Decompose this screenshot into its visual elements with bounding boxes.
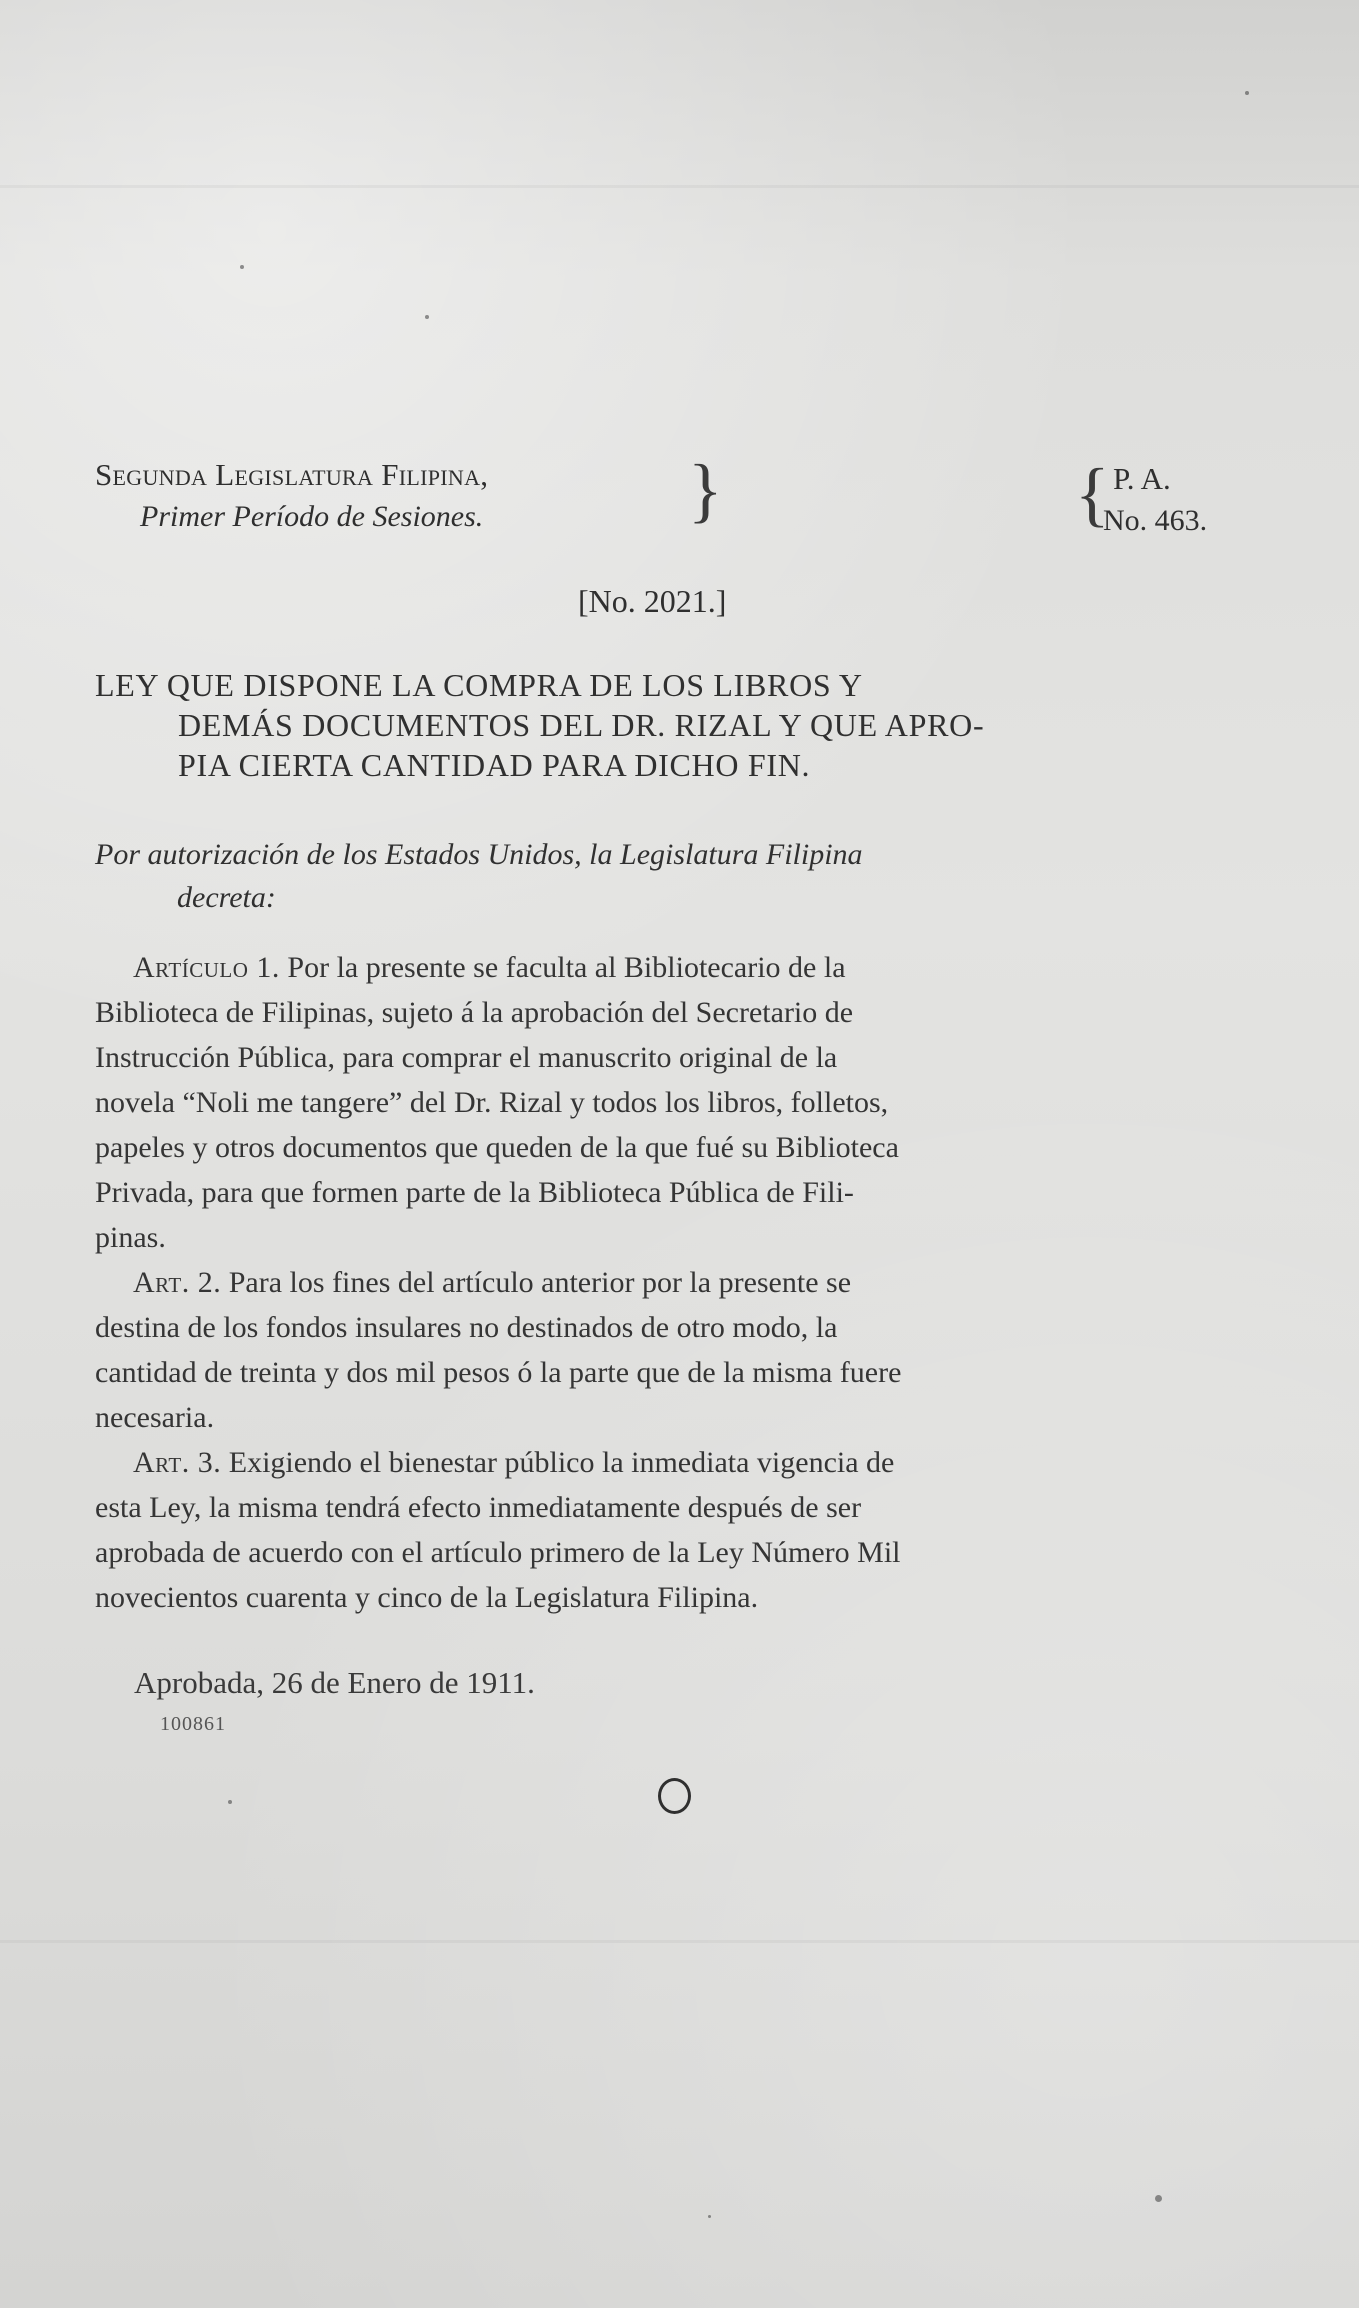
article-1-line: Instrucción Pública, para comprar el manuscrito original de la <box>95 1041 838 1074</box>
legislature-heading <box>95 445 735 545</box>
law-title-line: DEMÁS DOCUMENTOS DEL DR. RIZAL Y QUE APRO- <box>178 707 985 743</box>
article-1-first-line <box>95 945 1265 990</box>
article-2-line: destina de los fondos insulares no destinados de otro modo, la <box>95 1311 838 1344</box>
paper-band <box>0 185 1359 188</box>
article-2-text: Para los fines del artículo anterior por la presente se <box>228 1266 852 1299</box>
article-2-line: cantidad de treinta y dos mil pesos ó la parte que de la misma fuere <box>95 1356 902 1389</box>
legislature-title: Segunda Legislatura Filipina, <box>95 457 489 492</box>
session-title: Primer Período de Sesiones. <box>140 500 484 533</box>
law-title-line: LEY QUE DISPONE LA COMPRA DE LOS LIBROS Y <box>95 667 863 703</box>
article-1-line: Biblioteca de Filipinas, sujeto á la aprobación del Secretario de <box>95 996 854 1029</box>
article-2-label: Art. 2. <box>133 1266 222 1299</box>
article-1-line: pinas. <box>95 1221 166 1254</box>
document-code: 100861 <box>160 1713 226 1735</box>
article-3-line: aprobada de acuerdo con el artículo primero de la Ley Número Mil <box>95 1536 901 1569</box>
right-brace: { <box>1075 454 1110 534</box>
circle-ornament <box>658 1778 691 1814</box>
article-1-line: papeles y otros documentos que queden de la que fué su Biblioteca <box>95 1131 899 1164</box>
enacting-clause <box>95 833 1265 919</box>
article-2-first-line <box>95 1260 1265 1305</box>
bill-prefix: P. A. <box>1113 461 1171 496</box>
law-title <box>95 665 1265 785</box>
article-2-line: necesaria. <box>95 1401 215 1434</box>
document-header <box>95 445 1265 545</box>
paper-band <box>0 1940 1359 1943</box>
article-3-label: Art. 3. <box>133 1446 222 1479</box>
bill-number: No. 463. <box>1103 504 1208 537</box>
paper-speck <box>1245 91 1249 95</box>
article-3-text: Exigiendo el bienestar público la inmediata vigencia de <box>228 1446 895 1479</box>
law-title-line: PIA CIERTA CANTIDAD PARA DICHO FIN. <box>178 747 811 783</box>
paper-speck <box>1155 2195 1162 2202</box>
approval-date: Aprobada, 26 de Enero de 1911. <box>134 1665 535 1700</box>
paper-speck <box>228 1800 232 1804</box>
bill-reference <box>1075 445 1265 545</box>
law-body <box>95 945 1265 1620</box>
left-brace: } <box>688 450 723 530</box>
article-1-line: novela “Noli me tangere” del Dr. Rizal y todos los libros, folletos, <box>95 1086 889 1119</box>
paper-speck <box>708 2215 711 2218</box>
article-1-label: Artículo 1. <box>133 951 280 984</box>
enacting-line: Por autorización de los Estados Unidos, la Legislatura Filipina <box>95 838 863 871</box>
enacting-line: decreta: <box>177 881 276 914</box>
article-1-text: Por la presente se faculta al Bibliotecario de la <box>287 951 846 984</box>
article-3-first-line <box>95 1440 1265 1485</box>
article-1-line: Privada, para que formen parte de la Biblioteca Pública de Fili- <box>95 1176 854 1209</box>
paper-speck <box>240 265 244 269</box>
article-3-line: esta Ley, la misma tendrá efecto inmediatamente después de ser <box>95 1491 862 1524</box>
paper-speck <box>425 315 429 319</box>
article-3-line: novecientos cuarenta y cinco de la Legislatura Filipina. <box>95 1581 759 1614</box>
act-number: [No. 2021.] <box>578 583 727 619</box>
